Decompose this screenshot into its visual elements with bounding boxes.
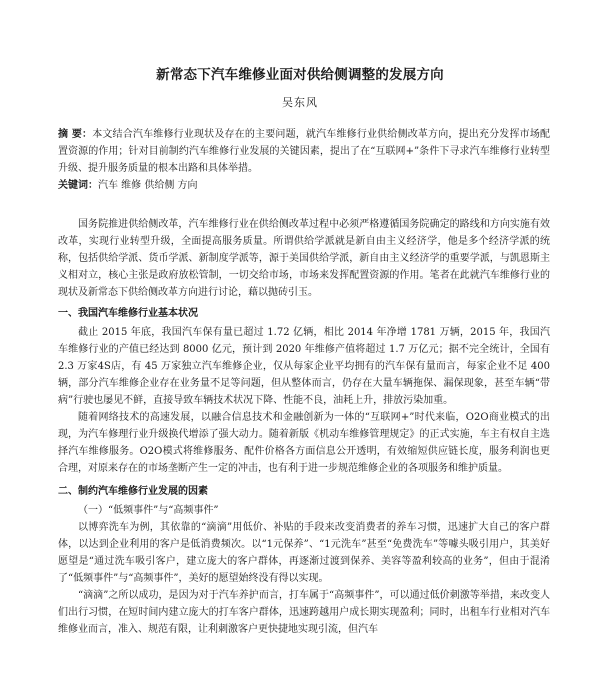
section-paragraph: 截止 2015 年底，我国汽车保有量已超过 1.72 亿辆，相比 2014 年净增 1781 万辆，2015 年，我国汽车维修行业的产值已经达到 8000 亿元，预计到 2020 年维修产值将超过 1.7 万亿元；据不完全统计，全国有 2.3 万家4S店，有 45 万家独立汽车维修企业，仅从每家企业平均拥有的汽车保有量而言，每家企业不足 400 辆，部分汽车维修企业存在业务量不足等问题，但从整体而言，仍存在大量车辆拖保、漏保现象，甚至车辆“带病”行驶也屡见不鲜，直接导致车辆技术状况下降、性能不良，油耗上升，排放污染加重。 — [58, 327, 550, 406]
section-paragraph: “滴滴”之所以成功，是因为对于汽车养护而言，打车属于“高频事件”，可以通过低价刺激等举措，来改变人们出行习惯，在短时间内建立庞大的打车客户群体，迅速跨越用户成长期实现盈利；同时，出租车行业相对汽车维修业而言，准入、规范有限，让利刺激客户更快捷地实现引流，但汽车 — [58, 590, 550, 635]
body-text — [58, 216, 550, 638]
section-paragraph: 随着网络技术的高速发展，以融合信息技术和金融创新为一体的“互联网+”时代来临，O2O商业模式的出现，为汽车修理行业升级换代增添了强大动力。随着新版《机动车维修管理规定》的正式实施，车主有权自主选择汽车维修服务。O2O模式将维修服务、配件价格各方面信息公开透明，有效缩短供应链长度，服务利润也更合理，对原来存在的市场垄断产生一定的冲击，也有利于进一步规范维修企业的各项服务和维护质量。 — [58, 412, 550, 474]
section-paragraph: 以博弈洗车为例，其依靠的“滴滴”用低价、补贴的手段来改变消费者的养车习惯，迅速扩大自己的客户群体，以达到企业利用的客户是低消费频次。以“1元保养”、“1元洗车”甚至“免费洗车”等噱头吸引用户，其美好愿望是“通过洗车吸引客户，建立庞大的客户群体，再逐渐过渡到保养、美容等盈利较高的业务”，但由于混淆了“低频事件”与“高频事件”，美好的愿望始终没有得以实现。 — [58, 522, 550, 584]
paper-author: 吴东风 — [282, 96, 318, 109]
keywords-text: 汽车 维修 供给侧 方向 — [98, 180, 198, 191]
paper-title: 新常态下汽车维修业面对供给侧调整的发展方向 — [156, 67, 444, 83]
abstract — [58, 126, 550, 194]
intro-paragraph: 国务院推进供给侧改革，汽车维修行业在供给侧改革过程中必须严格遵循国务院确定的路线和方向实施有效改革，实现行业转型升级，全面提高服务质量。所谓供给学派就是新自由主义经济学，他是多个经济学派的统称，包括供给学派、货币学派、新制度学派等，源于美国供给学派，新自由主义经济学的重要学派，与凯恩斯主义相对立，核心主张是政府放松管制，一切交给市场，市场来发挥配置资源的作用。笔者在此就汽车维修行业的现状及新常态下供给侧改革方向进行讨论，藉以抛砖引玉。 — [58, 219, 550, 298]
subsection-heading: （一）“低频事件”与“高频事件” — [78, 505, 219, 516]
abstract-label: 摘 要： — [58, 129, 93, 140]
keywords-label: 关键词： — [58, 180, 98, 191]
section-heading: 一、我国汽车维修行业基本状况 — [58, 308, 198, 319]
abstract-text: 本文结合汽车维修行业现状及存在的主要问题，就汽车维修行业供给侧改革方向，提出充分发挥市场配置资源的作用；针对目前制约汽车维修行业发展的关键因素，提出了在“互联网+”条件下寻求汽车维修行业转型升级、提升服务质量的根本出路和具体举措。 — [58, 129, 551, 174]
section-heading: 二、制约汽车维修行业发展的因素 — [58, 486, 208, 497]
